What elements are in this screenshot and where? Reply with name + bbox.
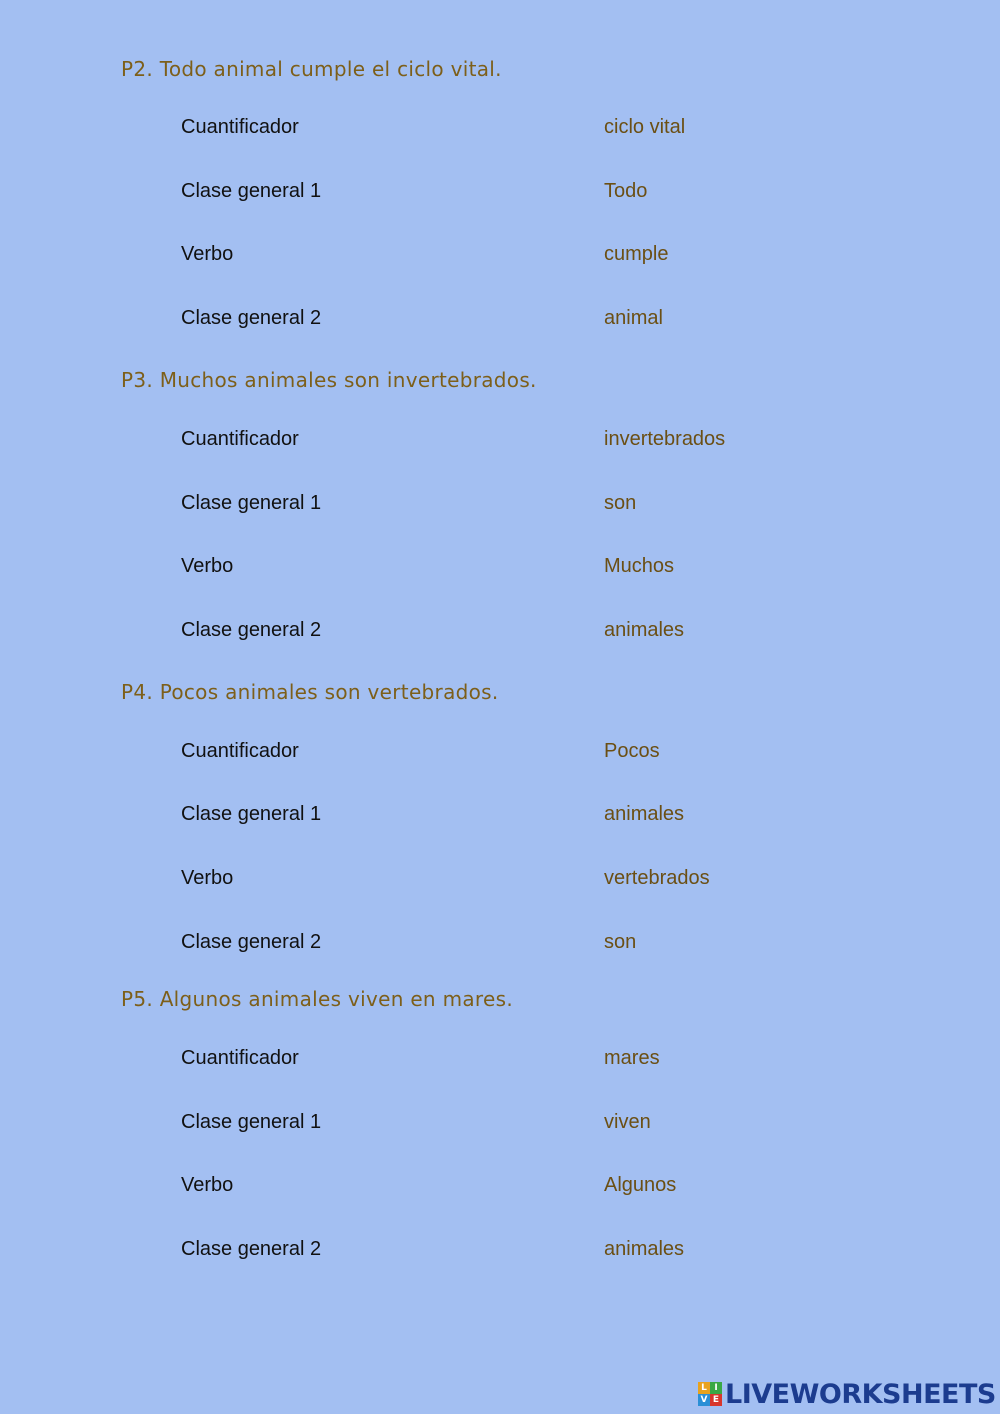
answer-option[interactable]: animal bbox=[604, 307, 663, 329]
row-cuantificador bbox=[0, 740, 1000, 770]
row-label: Clase general 2 bbox=[181, 931, 322, 953]
row-cuantificador bbox=[0, 1047, 1000, 1077]
row-verbo bbox=[0, 243, 1000, 273]
row-label: Verbo bbox=[181, 867, 234, 889]
answer-option[interactable]: mares bbox=[604, 1047, 660, 1069]
answer-option[interactable]: Algunos bbox=[604, 1174, 677, 1196]
row-clase-general-2 bbox=[0, 1238, 1000, 1268]
row-label: Cuantificador bbox=[181, 1047, 299, 1069]
answer-option[interactable]: Muchos bbox=[604, 555, 675, 577]
answer-option[interactable]: animales bbox=[604, 803, 685, 825]
liveworksheets-logo-text: LIVEWORKSHEETS bbox=[725, 1378, 996, 1410]
row-cuantificador bbox=[0, 428, 1000, 458]
answer-option[interactable]: son bbox=[604, 492, 637, 514]
row-label: Clase general 1 bbox=[181, 803, 322, 825]
row-label: Verbo bbox=[181, 1174, 234, 1196]
row-verbo bbox=[0, 555, 1000, 585]
row-verbo bbox=[0, 1174, 1000, 1204]
answer-option[interactable]: Pocos bbox=[604, 740, 660, 762]
liveworksheets-logo bbox=[698, 1378, 996, 1410]
prompt-p4: P4. Pocos animales son vertebrados. bbox=[121, 680, 499, 704]
answer-option[interactable]: Todo bbox=[604, 180, 648, 202]
row-label: Cuantificador bbox=[181, 740, 299, 762]
answer-option[interactable]: viven bbox=[604, 1111, 651, 1133]
row-label: Cuantificador bbox=[181, 116, 299, 138]
row-label: Clase general 1 bbox=[181, 180, 322, 202]
answer-option[interactable]: son bbox=[604, 931, 637, 953]
answer-option[interactable]: animales bbox=[604, 1238, 685, 1260]
row-label: Cuantificador bbox=[181, 428, 299, 450]
prompt-p2: P2. Todo animal cumple el ciclo vital. bbox=[121, 57, 502, 81]
row-label: Verbo bbox=[181, 243, 234, 265]
row-clase-general-2 bbox=[0, 307, 1000, 337]
liveworksheets-logo-icon: L I V E bbox=[698, 1382, 722, 1406]
answer-option[interactable]: ciclo vital bbox=[604, 116, 686, 138]
answer-option[interactable]: cumple bbox=[604, 243, 669, 265]
row-clase-general-2 bbox=[0, 619, 1000, 649]
prompt-p3: P3. Muchos animales son invertebrados. bbox=[121, 368, 537, 392]
row-label: Clase general 1 bbox=[181, 1111, 322, 1133]
row-label: Clase general 2 bbox=[181, 307, 322, 329]
row-label: Clase general 2 bbox=[181, 619, 322, 641]
answer-option[interactable]: invertebrados bbox=[604, 428, 726, 450]
answer-option[interactable]: vertebrados bbox=[604, 867, 710, 889]
row-label: Clase general 2 bbox=[181, 1238, 322, 1260]
answer-option[interactable]: animales bbox=[604, 619, 685, 641]
row-label: Verbo bbox=[181, 555, 234, 577]
row-clase-general-1 bbox=[0, 803, 1000, 833]
row-verbo bbox=[0, 867, 1000, 897]
row-clase-general-1 bbox=[0, 492, 1000, 522]
row-clase-general-1 bbox=[0, 180, 1000, 210]
row-clase-general-1 bbox=[0, 1111, 1000, 1141]
row-label: Clase general 1 bbox=[181, 492, 322, 514]
row-cuantificador bbox=[0, 116, 1000, 146]
prompt-p5: P5. Algunos animales viven en mares. bbox=[121, 987, 513, 1011]
row-clase-general-2 bbox=[0, 931, 1000, 961]
